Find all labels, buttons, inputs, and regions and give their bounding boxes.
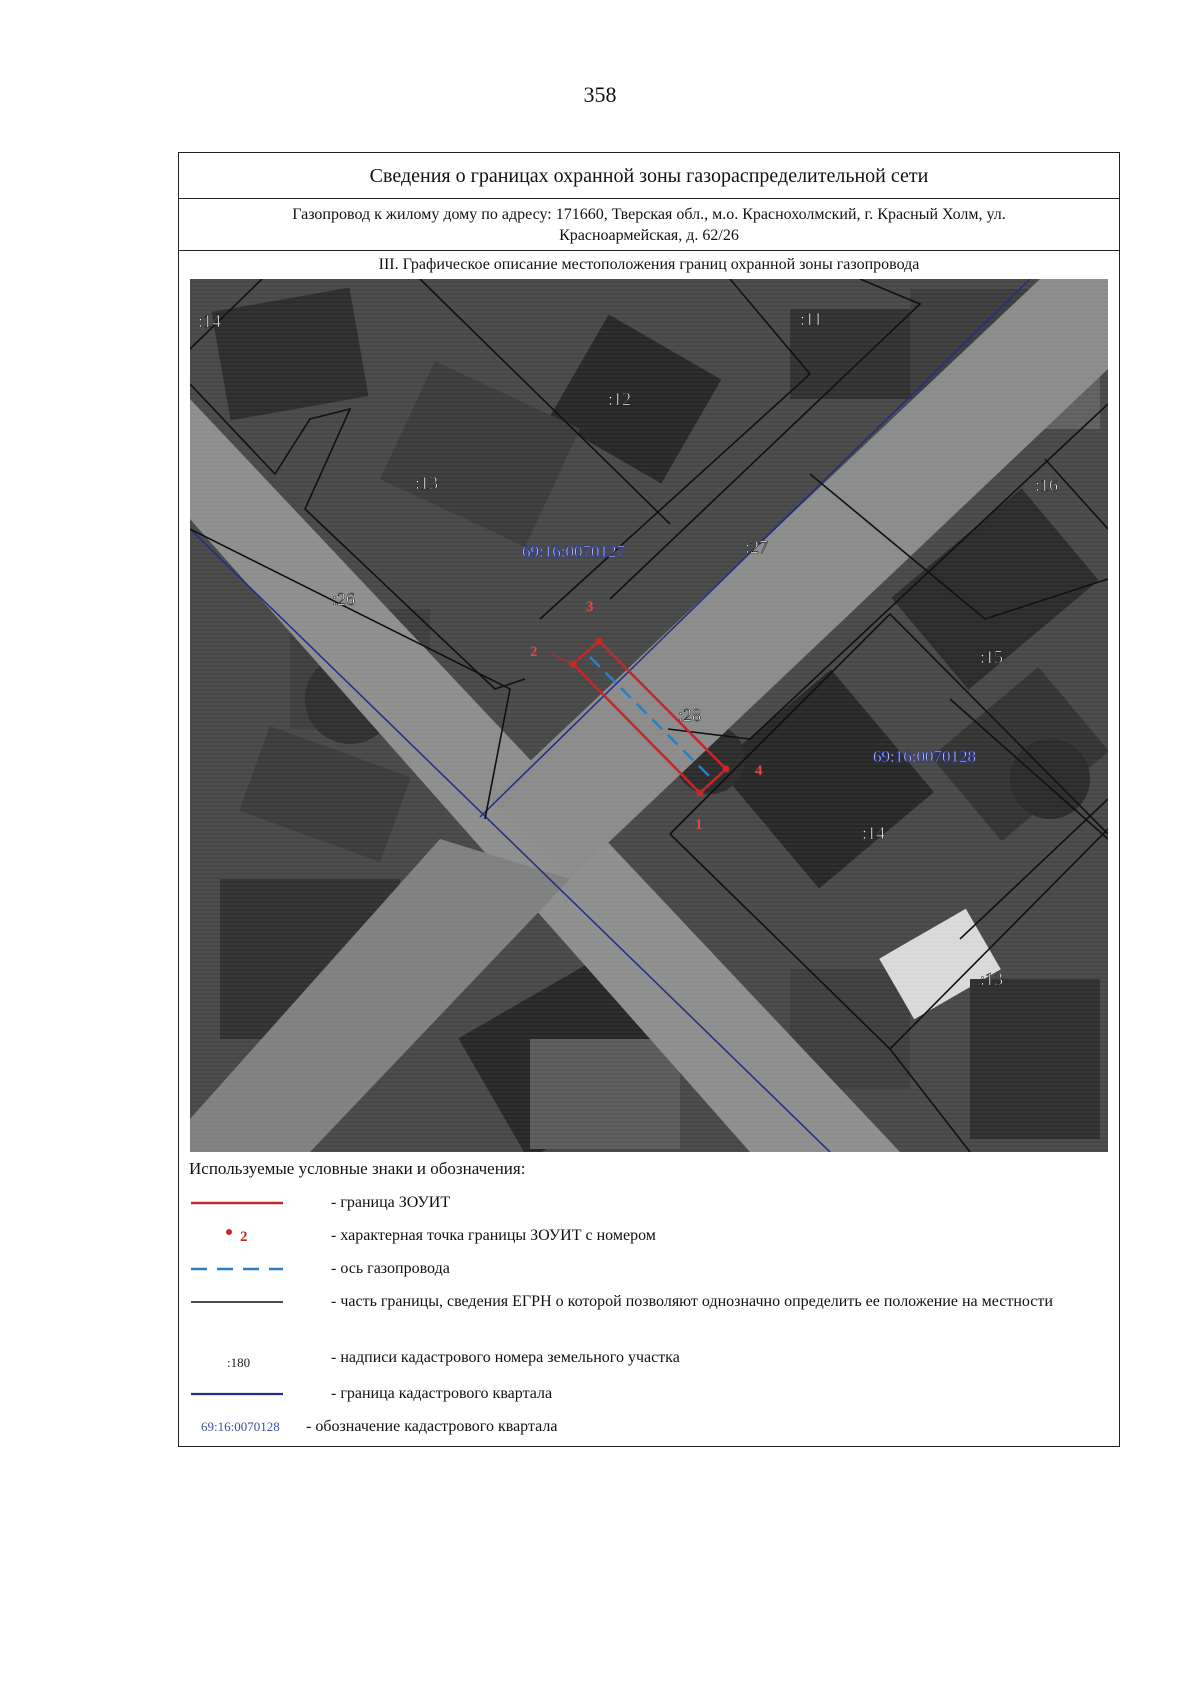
legend-parcel-sample: :180: [227, 1355, 251, 1370]
point-label-2: 2: [530, 644, 538, 660]
document-frame: [178, 152, 1120, 1447]
legend-text: - обозначение кадастрового квартала: [306, 1418, 558, 1435]
document-title: Сведения о границах охранной зоны газораспределительной сети: [179, 153, 1119, 199]
parcel-label: :13: [980, 969, 1004, 989]
address-line-1: Газопровод к жилому дому по адресу: 171660, Тверская обл., м.о. Краснохолмский, г. Красный Холм, ул.: [292, 206, 1006, 223]
boundary-point-3: [596, 638, 603, 645]
address-line-2: Красноармейская, д. 62/26: [559, 227, 739, 244]
quarter-label: 69:16:0070128: [873, 747, 976, 766]
parcel-label: :28: [678, 705, 702, 725]
aerial-map: [190, 279, 1108, 1152]
parcel-label: :12: [608, 389, 632, 409]
quarter-label: 69:16:0070127: [522, 542, 625, 561]
map-canvas: [190, 279, 1108, 1152]
point-label-4: 4: [755, 763, 763, 779]
boundary-point-4: [723, 766, 730, 773]
red-point-icon: [187, 1221, 287, 1251]
legend-title: Используемые условные знаки и обозначения:: [189, 1159, 526, 1178]
parcel-label: :27: [745, 537, 769, 557]
parcel-label: :13: [415, 473, 439, 493]
legend-point-number: 2: [240, 1229, 248, 1245]
legend-text: - характерная точка границы ЗОУИТ с номером: [331, 1227, 656, 1244]
quarter-code-sample: 69:16:0070128: [201, 1419, 280, 1434]
parcel-label: :26: [332, 589, 356, 609]
red-line-icon: [187, 1188, 287, 1218]
point-label-1: 1: [695, 817, 703, 833]
dark-blue-line-icon: [187, 1379, 287, 1409]
legend-text: - ось газопровода: [331, 1260, 450, 1277]
point-label-3: 3: [586, 599, 594, 615]
parcel-label: :15: [980, 647, 1004, 667]
parcel-label: :14: [198, 311, 222, 331]
black-line-icon: [187, 1287, 287, 1317]
blue-dashed-line-icon: [187, 1254, 287, 1284]
parcel-label: :14: [862, 823, 886, 843]
legend-text: - граница ЗОУИТ: [331, 1194, 451, 1211]
object-address: [179, 199, 1119, 251]
page-number: 358: [583, 82, 617, 107]
parcel-label: :11: [800, 309, 823, 329]
section-title: III. Графическое описание местоположения границ охранной зоны газопровода: [378, 256, 920, 273]
legend-text: - надписи кадастрового номера земельного участка: [331, 1349, 680, 1366]
legend-text: - часть границы, сведения ЕГРН о которой позволяют однозначно определить ее положение на местности: [331, 1293, 1053, 1310]
parcel-number-sample: [187, 1346, 287, 1376]
legend-text: - граница кадастрового квартала: [331, 1385, 553, 1402]
parcel-label: :16: [1035, 475, 1059, 495]
boundary-point-1: [697, 790, 704, 797]
